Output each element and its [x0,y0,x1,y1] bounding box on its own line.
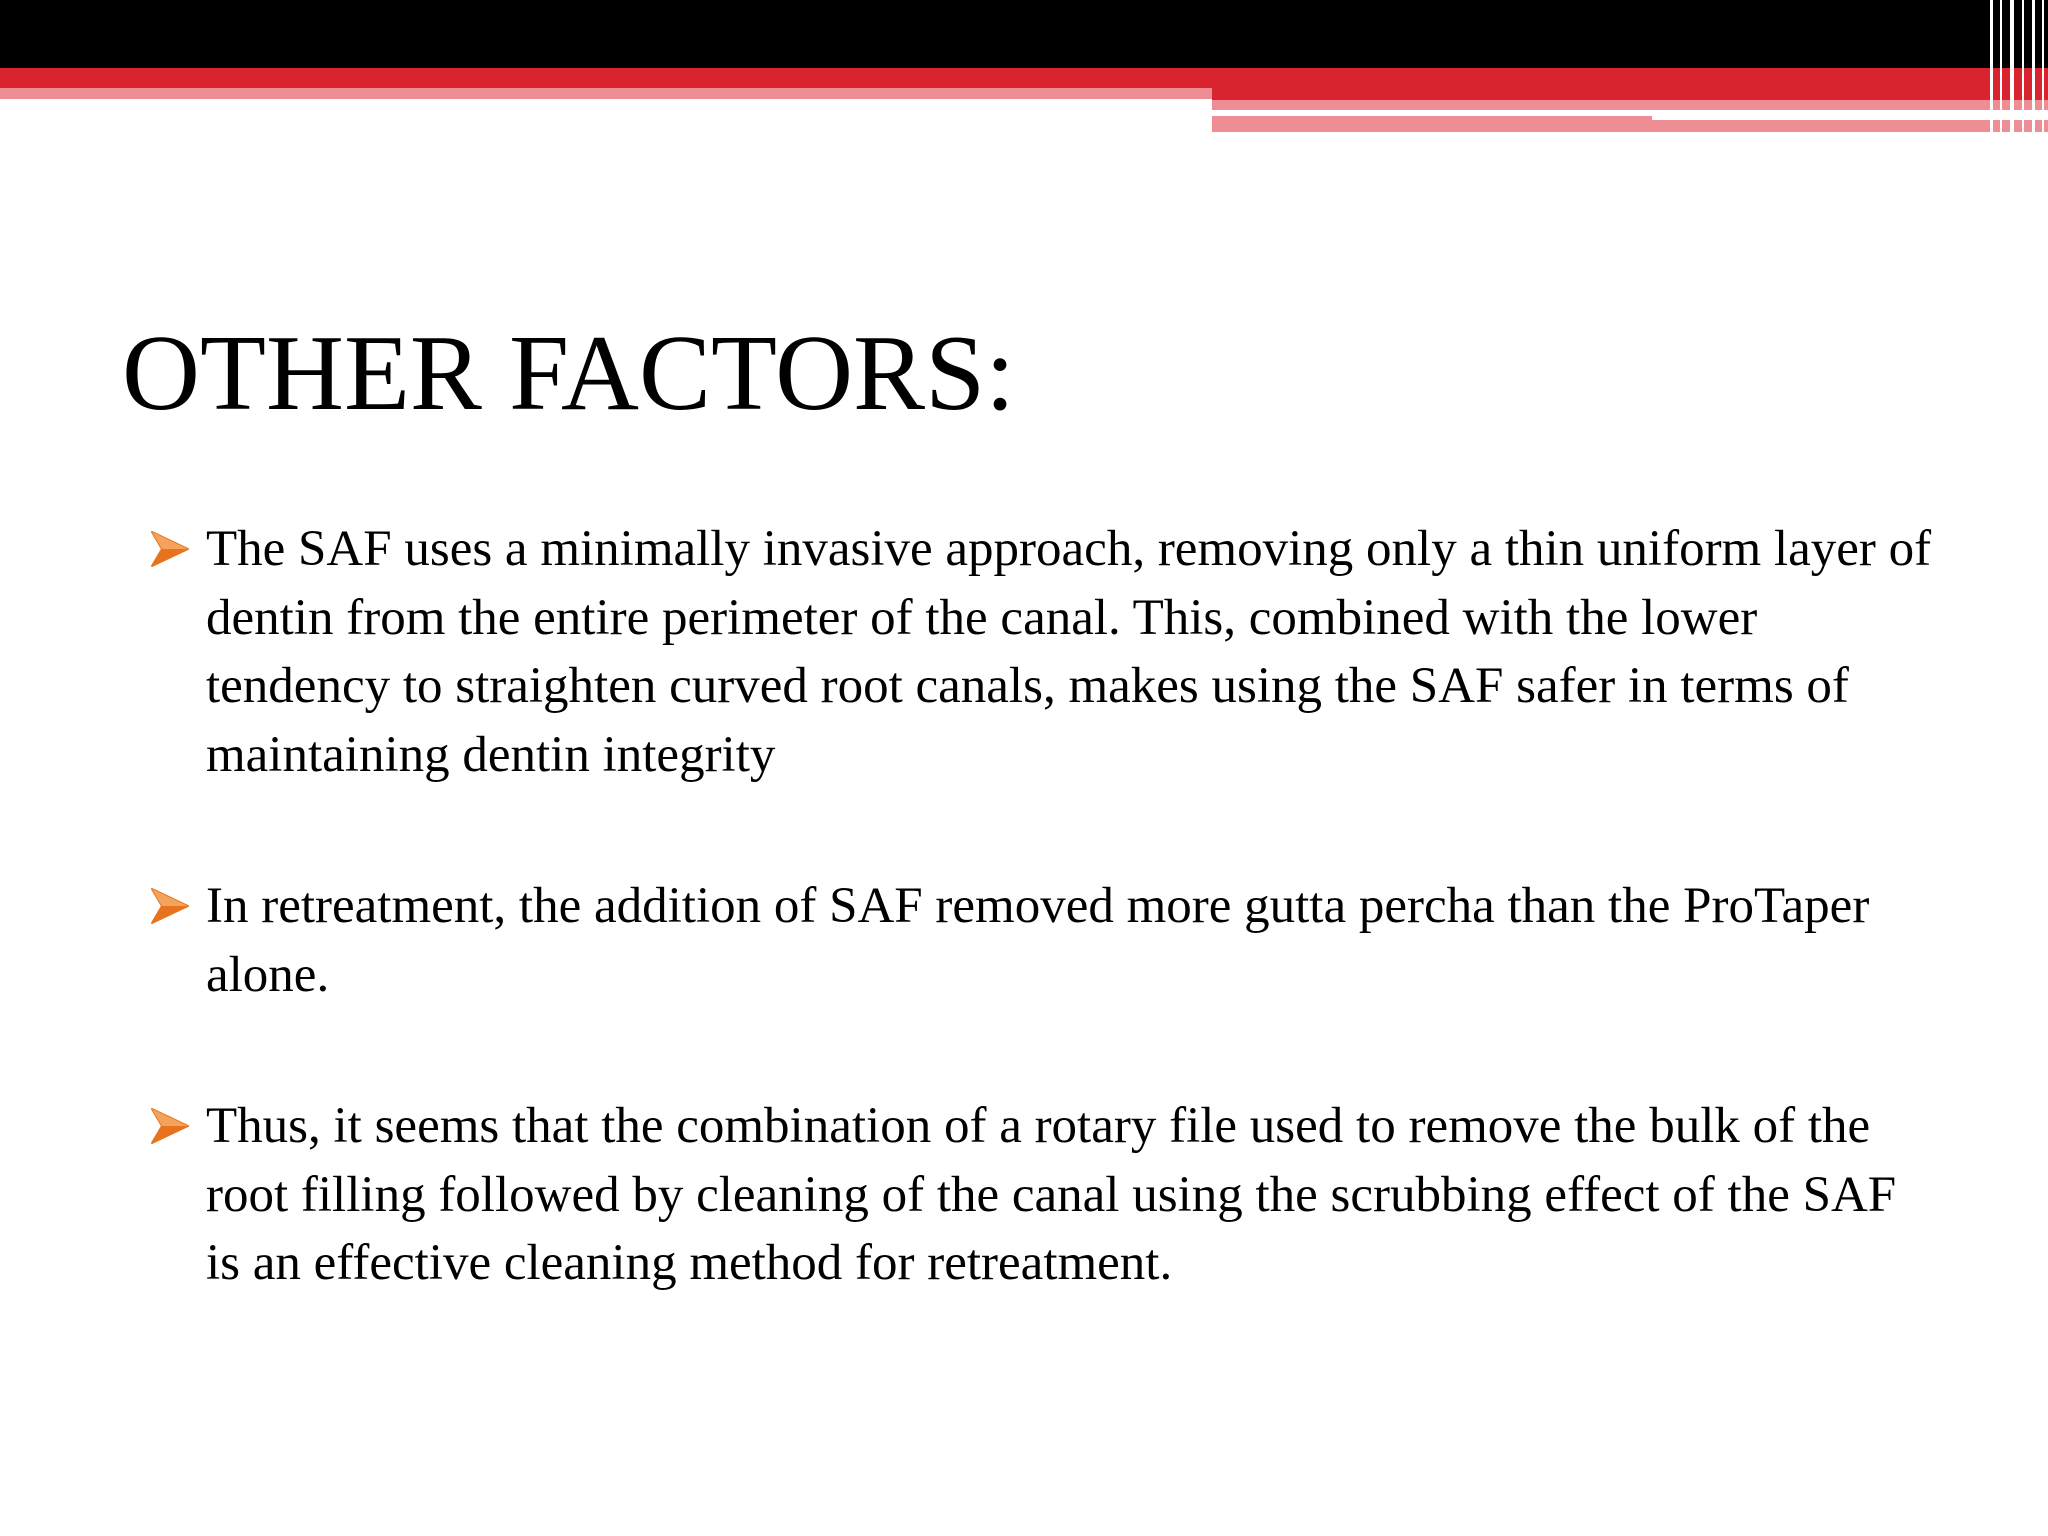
bullet-item [150,1092,1940,1298]
bullet-text: Thus, it seems that the combination of a rotary file used to remove the bulk of the root filling followed by cleaning of the canal using the scrubbing effect of the SAF is an effective cleaning method for retreatment. [206,1098,1897,1291]
header-edge-stripes [1984,0,2048,138]
slide-title: OTHER FACTORS: [122,314,1016,433]
arrowhead-bullet-icon [150,1106,190,1146]
arrowhead-bullet-icon [150,886,190,926]
header-pink-band-lower [1212,116,1652,132]
header-red-band-right [1212,68,2048,100]
header-black-band [0,0,2048,68]
header-pink-band-left [0,88,1212,99]
bullet-item [150,515,1940,789]
bullet-list [150,515,1940,1298]
bullet-item [150,872,1940,1009]
bullet-text: In retreatment, the addition of SAF removed more gutta percha than the ProTaper alone. [206,878,1870,1003]
header-red-band-left [0,68,1212,88]
bullet-text: The SAF uses a minimally invasive approach, removing only a thin uniform layer of dentin from the entire perimeter of the canal. This, combined with the lower tendency to straighten curved root canals, makes using the SAF safer in terms of maintaining dentin integrity [206,521,1932,783]
arrowhead-bullet-icon [150,529,190,569]
header-pink-band-right [1212,100,2048,110]
